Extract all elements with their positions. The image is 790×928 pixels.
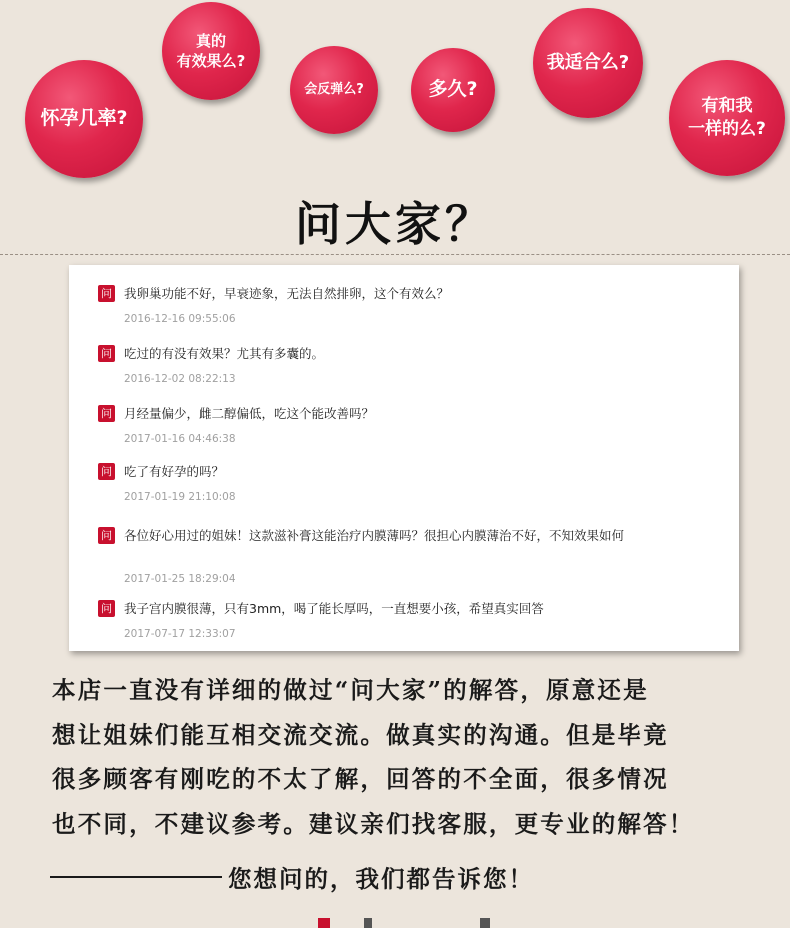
question-icon: 问 [98,345,115,362]
bubble-label: 有和我 [701,96,753,117]
statement-line: 很多顾客有刚吃的不太了解，回答的不全面，很多情况 [52,765,669,793]
bubble-suitable [533,8,643,118]
bubble-how-long [411,48,495,132]
cropped-decoration [480,918,490,928]
question-date: 2017-01-19 21:10:08 [124,491,236,503]
question-icon: 问 [98,600,115,617]
question-text: 我卵巢功能不好，早衰迹象，无法自然排卵，这个有效么？ [124,286,450,301]
statement-line: 本店一直没有详细的做过“问大家”的解答，原意还是 [52,676,649,704]
question-date: 2017-01-25 18:29:04 [124,573,236,585]
question-icon: 问 [98,527,115,544]
question-text: 月经量偏少，雌二醇偏低，吃这个能改善吗？ [124,406,375,421]
question-text: 我子宫内膜很薄，只有3mm，喝了能长厚吗，一直想要小孩，希望真实回答 [124,601,544,616]
bubble-label: 我适合么? [546,51,630,73]
question-date: 2017-07-17 12:33:07 [124,628,236,640]
statement-line: 也不同，不建议参考。建议亲们找客服，更专业的解答！ [52,809,695,838]
bubble-label: 怀孕几率? [40,107,128,130]
cropped-decoration [364,918,372,928]
bubble-label: 有效果么? [176,52,246,70]
bubble-label: 多久? [428,78,478,101]
signoff-dash [50,876,222,878]
signoff-text: 您想问的，我们都告诉您！ [228,865,534,893]
question-icon: 问 [98,285,115,302]
bubble-label: 真的 [195,31,226,50]
question-date: 2016-12-16 09:55:06 [124,313,236,325]
bubble-really-effective [162,2,260,100]
question-icon: 问 [98,463,115,480]
question-date: 2016-12-02 08:22:13 [124,373,236,385]
questions-card [69,265,739,651]
store-statement [52,668,762,846]
question-text: 吃过的有没有效果？尤其有多囊的。 [124,346,325,361]
bubble-rebound [290,46,378,134]
signoff [50,860,534,894]
dashed-divider [0,254,790,255]
bubble-label: 会反弹么? [304,82,364,98]
bubble-label: 一样的么? [688,119,766,139]
cropped-decoration [318,918,330,928]
question-icon: 问 [98,405,115,422]
page-title: 问大家？ [295,197,495,251]
question-date: 2017-01-16 04:46:38 [124,433,236,445]
question-text: 吃了有好孕的吗？ [124,464,225,479]
bubble-same-as-me [669,60,785,176]
bubble-pregnancy-rate [25,60,143,178]
question-text: 各位好心用过的姐妹！这款滋补膏这能治疗内膜薄吗？很担心内膜薄治不好，不知效果如何 [124,528,625,543]
statement-line: 想让姐妹们能互相交流交流。做真实的沟通。但是毕竟 [52,720,669,749]
